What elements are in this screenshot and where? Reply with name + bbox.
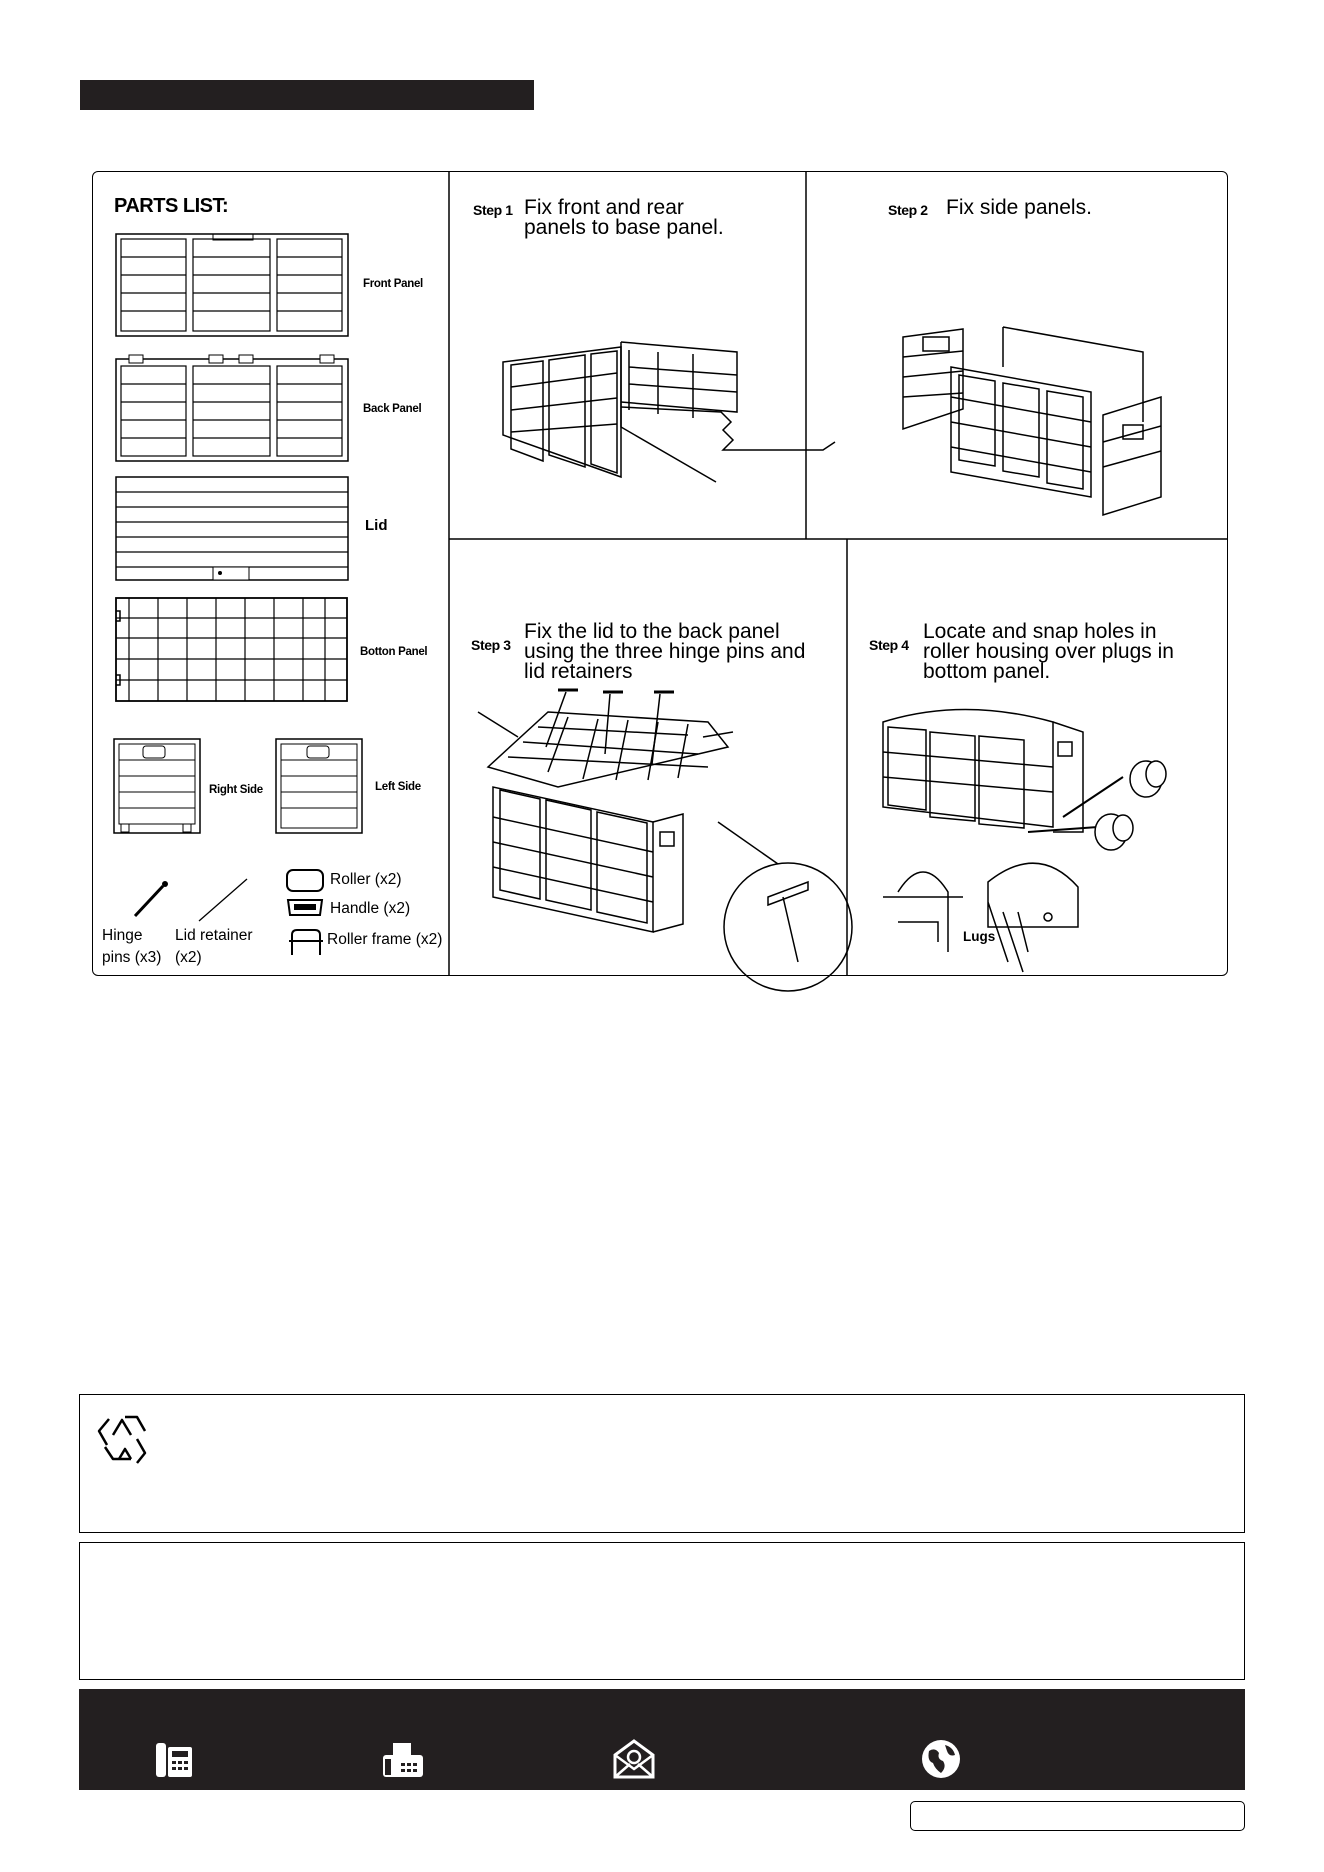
step-3-text-line-2: using the three hinge pins and — [524, 640, 806, 663]
step-4-text-line-3: bottom panel. — [923, 660, 1051, 683]
lid-retainer-label-2: (x2) — [175, 949, 202, 966]
assembly-instructions-panel — [92, 171, 1228, 976]
step-4-text-line-2: roller housing over plugs in — [923, 640, 1174, 663]
step-3-text-line-3: lid retainers — [524, 660, 633, 683]
front-panel-label: Front Panel — [363, 278, 423, 290]
reference-box — [910, 1801, 1245, 1831]
step-2-illustration — [903, 317, 1203, 482]
left-side-label: Left Side — [375, 781, 421, 793]
step-4-illustration — [868, 682, 1218, 972]
bottom-panel-drawing — [113, 597, 349, 703]
step-1-text-line-1: Fix front and rear — [524, 196, 684, 219]
step-4-text-line-1: Locate and snap holes in — [923, 620, 1157, 643]
header-bar — [80, 80, 534, 110]
email-icon — [611, 1737, 657, 1781]
handle-drawing — [285, 896, 325, 920]
step-3-text-line-1: Fix the lid to the back panel — [524, 620, 780, 643]
lugs-label: Lugs — [963, 929, 996, 944]
globe-icon — [919, 1737, 963, 1781]
step-1-tag: Step 1 — [473, 202, 513, 218]
lid-drawing — [115, 476, 349, 582]
step-3-tag: Step 3 — [471, 637, 511, 653]
fax-icon — [379, 1739, 425, 1781]
step-3-illustration — [478, 682, 843, 967]
roller-drawing — [285, 868, 325, 894]
step-1-text-line-2: panels to base panel. — [524, 216, 724, 239]
hinge-pins-label-1: Hinge — [102, 927, 143, 944]
step-2-text-line-1: Fix side panels. — [946, 196, 1092, 219]
left-side-drawing — [275, 738, 363, 836]
parts-list-title: PARTS LIST: — [114, 195, 229, 217]
hinge-pin-drawing — [131, 880, 171, 920]
bottom-panel-label: Botton Panel — [360, 646, 428, 658]
information-box — [79, 1542, 1245, 1680]
phone-icon — [152, 1739, 196, 1781]
hinge-pins-label-2: pins (x3) — [102, 949, 162, 966]
roller-label: Roller (x2) — [330, 871, 402, 888]
back-panel-drawing — [115, 355, 349, 463]
recycle-icon — [93, 1407, 153, 1467]
roller-frame-label: Roller frame (x2) — [327, 931, 443, 948]
contact-footer — [79, 1689, 1245, 1790]
front-panel-drawing — [115, 233, 349, 338]
step-2-tag: Step 2 — [888, 202, 928, 218]
step-4-tag: Step 4 — [869, 637, 909, 653]
right-side-label: Right Side — [209, 784, 263, 796]
roller-frame-drawing — [288, 927, 324, 957]
right-side-drawing — [113, 738, 201, 836]
handle-label: Handle (x2) — [330, 900, 411, 917]
lid-retainer-drawing — [197, 877, 249, 923]
lid-retainer-label-1: Lid retainer — [175, 927, 253, 944]
back-panel-label: Back Panel — [363, 403, 422, 415]
lid-label: Lid — [365, 517, 388, 534]
recycling-notice-box — [79, 1394, 1245, 1533]
step-1-illustration — [503, 332, 793, 482]
